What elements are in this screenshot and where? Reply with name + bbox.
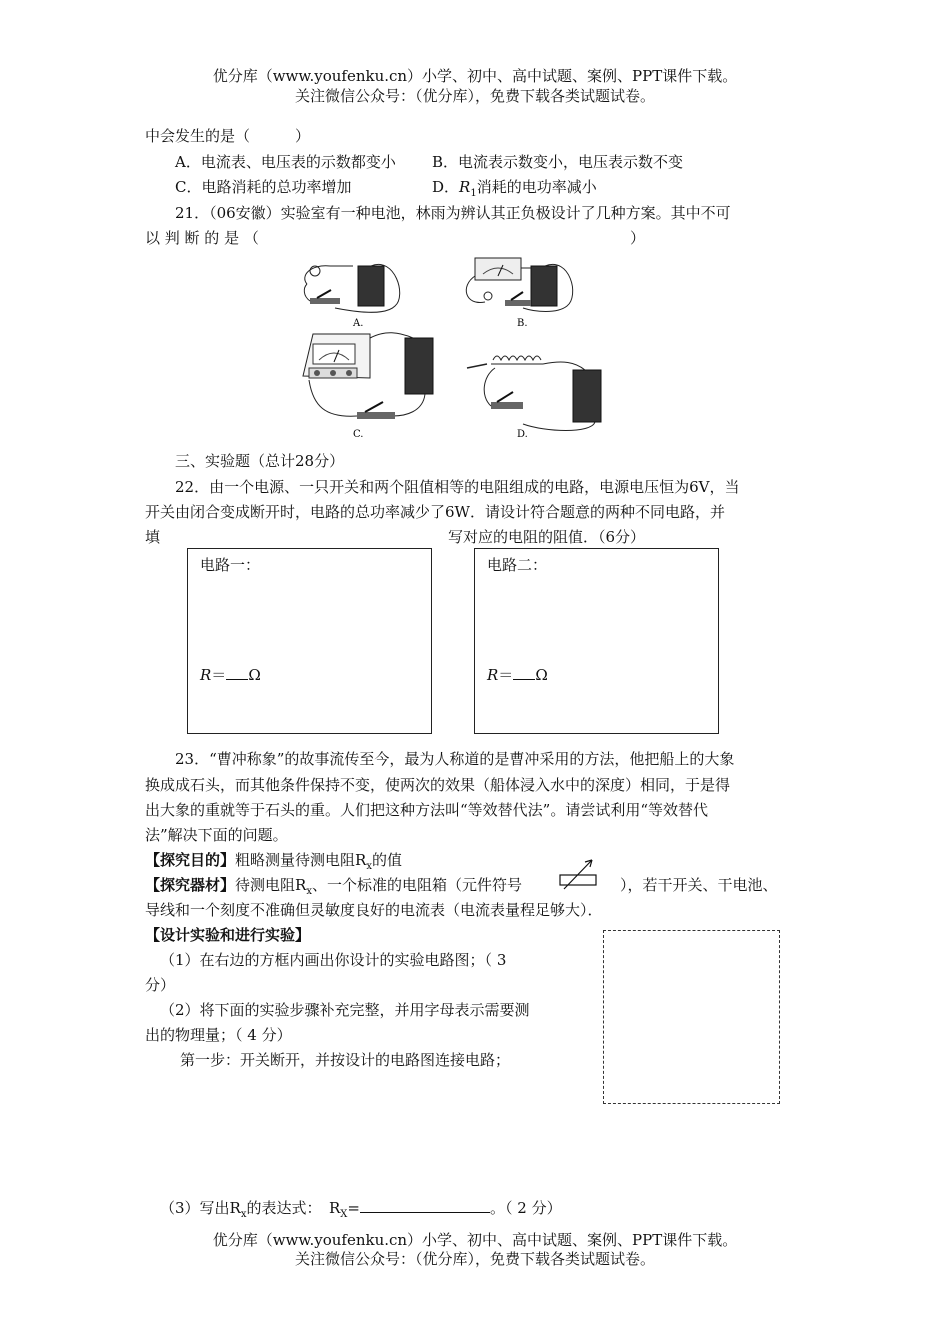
figure-b-label: B. [517, 318, 528, 329]
circuit-2-box[interactable] [474, 548, 719, 734]
q23-step-2a: （2）将下面的实验步骤补充完整，并用字母表示需要测 [160, 1001, 530, 1019]
circuit-1-box[interactable] [187, 548, 432, 734]
bulb-icon [484, 292, 492, 300]
q20-option-a: A．电流表、电压表的示数都变小 [175, 153, 396, 171]
q22-line-3a: 填 [145, 528, 161, 546]
circuit-1-resistance: R＝ Ω [200, 666, 261, 684]
q23-line-3: 出大象的重就等于石头的重。人们把这种方法叫“等效替代法”。请尝试利用“等效替代 [145, 801, 709, 819]
header-line-2: 关注微信公众号：（优分库），免费下载各类试题试卷。 [294, 87, 655, 105]
q23-line-1: 23．“曹冲称象”的故事流传至今，最为人称道的是曹冲采用的方法，他把船上的大象 [175, 750, 735, 768]
resistance-box-symbol-icon [556, 856, 602, 892]
q22-line-2: 开关由闭合变成断开时，电路的总功率减少了6W．请设计符合题意的两种不同电路，并 [145, 503, 725, 521]
q23-equipment-line-2: 导线和一个刻度不准确但灵敏度良好的电流表（电流表量程足够大）． [145, 901, 603, 919]
circuit-2-title: 电路二： [487, 556, 548, 574]
section-3-title: 三、实验题（总计28分） [175, 452, 345, 470]
q23-design-heading: 【设计实验和进行实验】 [145, 926, 311, 944]
q20-option-b: B．电流表示数变小，电压表示数不变 [432, 153, 684, 171]
q23-line-2: 换成成石头，而其他条件保持不变，使两次的效果（船体浸入水中的深度）相同，于是得 [145, 776, 731, 794]
q23-equipment: 【探究器材】待测电阻$R_x$、一个标准的电阻箱（元件符号 [145, 876, 522, 897]
q23-step-2-first: 第一步：开关断开，并按设计的电路图连接电路； [180, 1051, 511, 1069]
battery-icon [358, 266, 384, 306]
circuit-diagram-drawing-box[interactable] [603, 930, 780, 1104]
q22-line-1: 22．由一个电源、一只开关和两个阻值相等的电阻组成的电路，电源电压恒为6V，当 [175, 478, 740, 496]
figure-a-label: A. [353, 318, 364, 329]
switch-icon [491, 402, 523, 409]
switch-icon [505, 300, 531, 306]
q21-close-paren: ） [630, 229, 646, 247]
coil-icon [493, 356, 541, 360]
q23-equipment-cont: ），若干开关、干电池、 [620, 876, 778, 894]
q20-option-d: D．$R_1$消耗的电功率减小 [432, 178, 597, 199]
q23-step-2b: 出的物理量；（ 4 分） [145, 1026, 292, 1044]
q20-continuation: 中会发生的是（ ） [145, 127, 311, 145]
q21-line-2: 以 判 断 的 是 （ [145, 229, 259, 247]
figure-c [303, 333, 433, 440]
ammeter-icon [475, 258, 521, 280]
rx-expression-blank[interactable] [360, 1212, 490, 1213]
figure-d-label: D. [517, 429, 528, 440]
figure-c-label: C. [353, 429, 364, 440]
switch-icon [357, 412, 395, 419]
switch-icon [310, 298, 340, 304]
q23-purpose: 【探究目的】粗略测量待测电阻$R_x$的值 [145, 851, 402, 872]
figure-a [304, 264, 399, 329]
q20-option-c: C．电路消耗的总功率增加 [175, 178, 352, 196]
circuit-1-title: 电路一： [200, 556, 261, 574]
q22-line-3b: 写对应的电阻的阻值．（6分） [448, 528, 646, 546]
q23-line-4: 法”解决下面的问题。 [145, 826, 288, 844]
q23-step-3: （3）写出$R_x$的表达式： $R_X=$ 。（ 2 分） [160, 1199, 562, 1220]
battery-icon [405, 338, 433, 394]
q23-step-1a: （1）在右边的方框内画出你设计的实验电路图；（ 3 [160, 951, 507, 969]
compass-needle-icon [467, 364, 487, 368]
header-line-1: 优分库（www.youfenku.cn）小学、初中、高中试题、案例、PPT课件下载。 [212, 67, 738, 85]
footer-line-1: 优分库（www.youfenku.cn）小学、初中、高中试题、案例、PPT课件下载。 [212, 1231, 738, 1249]
q23-step-1b: 分） [145, 976, 176, 994]
footer-line-2: 关注微信公众号：（优分库），免费下载各类试题试卷。 [294, 1250, 655, 1268]
q21-line-1: 21．（06安徽）实验室有一种电池，林雨为辨认其正负极设计了几种方案。其中不可 [175, 204, 731, 222]
battery-icon [573, 370, 601, 422]
figure-d [467, 356, 601, 440]
figure-b [466, 258, 572, 329]
battery-icon [531, 266, 557, 306]
q21-figures [295, 256, 625, 442]
circuit-2-resistance: R＝ Ω [487, 666, 548, 684]
